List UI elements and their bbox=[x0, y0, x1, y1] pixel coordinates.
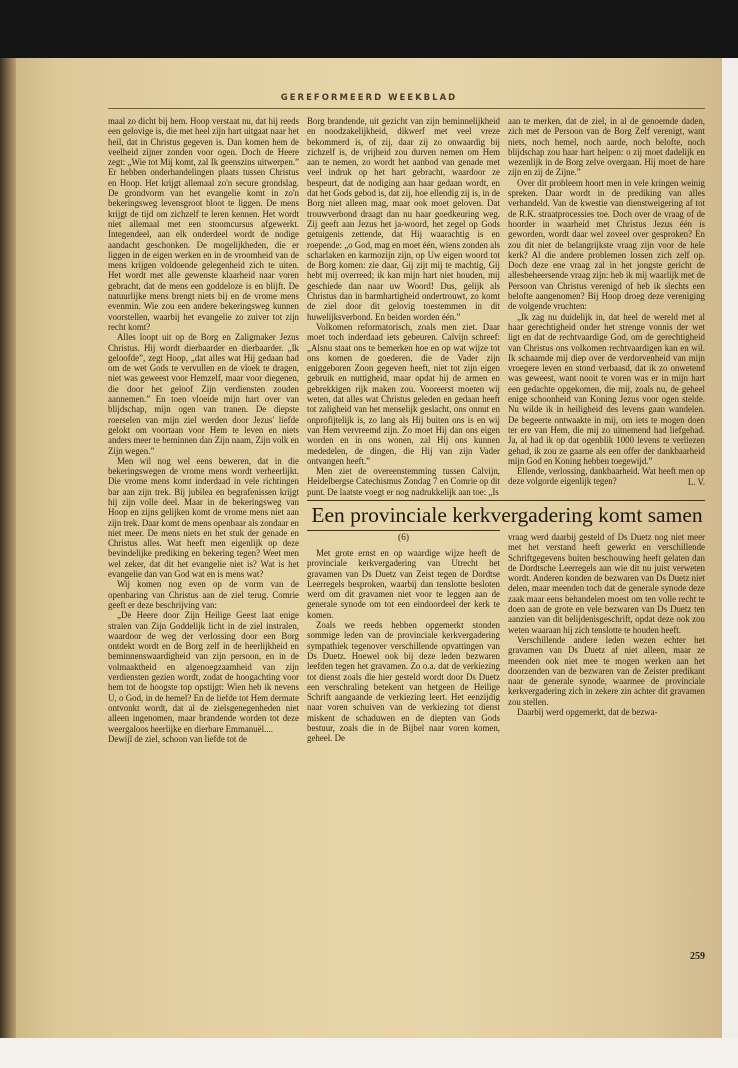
scan-left-edge bbox=[0, 58, 16, 1038]
headline-rule-bottom bbox=[307, 530, 500, 531]
paragraph: Ellende, verlossing, dankbaarheid. Wat heeft men op deze volgorde eigenlijk tegen? bbox=[508, 466, 705, 487]
paragraph: Wij komen nog even op de vorm van de openbaring van Christus aan de ziel terug. Comrie geeft er deze beschrijving van: bbox=[108, 579, 299, 610]
paragraph: vraag werd daarbij gesteld of Ds Duetz nog niet meer met het verstand heeft gewerkt en verschillende Schriftgegevens buiten beschouwing heeft gelaten dan de Dordtsche Leerregels aan wie dit nu juist verweten wordt. Anderen konden de bezwaren van Ds Duetz niet delen, maar meenden toch dat de generale synode deze zaak maar eens behandelen moest om ten volle recht te doen aan de grote en vele bezwaren van Ds Duetz ten aanzien van dit belijdenisgeschrift, opdat deze ook zou weten waaraan hij zich tenslotte te houden heeft. bbox=[508, 532, 705, 635]
paragraph: Alles loopt uit op de Borg en Zaligmaker Jezus Christus. Hij wordt dierbaarder en dierbaarder. „Ik geloofde”, zegt Hoop, „dat alles wat Hij gedaan had om de wet Gods te vervullen en de vloek te dragen, niet was geweest voor Hemzelf, maar voor diegenen, die door het geloof Zijn verdiensten zouden aannemen.” En toen vloeide mijn hart over van blijdschap, mijn ogen van tranen. De diepste roerselen van mijn ziel werden door Jezus' liefde gelokt om voortaan voor Hem te leven en niets anders meer te beminnen dan Zijn naam, Zijn volk en Zijn wegen.” bbox=[108, 332, 299, 456]
paragraph: Volkomen reformatorisch, zoals men ziet. Daar moet toch inderdaad iets gebeuren. Calvijn schreef: „Alsnu staat ons te bemerken hoe en op wat wijze tot ons komen de goederen, die de Vader zijn eniggeboren Zoon gegeven heeft, niet tot zijn eigen gebruik en nuttigheid, maar opdat hij de armen en gebrekkigen rijk maken zou. Vooreerst moeten wij weten, dat alles wat Christus geleden en gedaan heeft tot zaligheid van het menselijk geslacht, ons onnut en onprofijtelijk is, zo lang als Hij buiten ons is en wij van Hem vervreemd zijn. Zo moet Hij dan ons eigen worden en in ons wonen, zal Hij ons kunnen mededelen, de dingen, die Hij van zijn Vader ontvangen heeft.” bbox=[307, 321, 500, 466]
paragraph: Men ziet de overeenstemming tussen Calvijn, Heidelbergse Catechismus Zondag 7 en Comrie op dit punt. De laatste voegt er nog nadrukkelijk aan toe: „Is bbox=[307, 466, 500, 497]
scan-bottom-margin bbox=[0, 1038, 738, 1068]
header-rule bbox=[108, 108, 705, 109]
column-1 bbox=[108, 116, 299, 996]
paragraph: Over dit probleem hoort men in vele kringen weinig spreken. Daar wordt in de prediking van alles verhandeld. Van de kwestie van dienstweigering af tot de R.K. straatprocessies toe. Doch over de vraag of de hoorder in waarheid met Christus Jezus één is geworden, wordt daar wel zoveel over gesproken? En zou dit niet de belangrijkste vraag zijn voor de hele kerk? Al die andere problemen lossen zich zelf op. Doch deze ene vraag zal in het jongste gericht de allesbeheersende vraag zijn: heb ik mij waarlijk met de Persoon van Christus verenigd of heb ik slechts een belofte aangenomen? Bij Hoop droeg deze vereniging de volgende vruchten: bbox=[508, 177, 705, 312]
running-header: GEREFORMEERD WEEKBLAD bbox=[280, 93, 458, 103]
quote-paragraph: „Ik zag nu duidelijk in, dat heel de wereld met al haar gerechtigheid onder het strenge vonnis der wet ligt en dat de rechtvaardige God, om de gerechtigheid van Christus ons volkomen rechtvaardigen kan en wil. Ik schaamde mij diep over de verdorvenheid van mijn vroegere leven en stond verbaasd, dat ik zo onwetend was geweest, want nooit te voren was er in mijn hart een gedachte opgekomen, die mij, zoals nu, de geheel enige schoonheid van Koning Jezus voor ogen stelde. Nu wilde ik in heiligheid des levens gaan wandelen. De begeerte ontwaakte in mij, om iets te mogen doen ter ere van Hem, die mij zo uitnemend had liefgehad. Ja, al had ik op dat ogenblik 1000 levens te verliezen gehad, ik zou ze gaarne als een offer der dankbaarheid mijn God en Koning hebben toegewijd.” bbox=[508, 311, 705, 466]
paragraph: Men wil nog wel eens beweren, dat in die bekeringswegen de vrome mens wordt verheerlijkt. Die vrome mens komt inderdaad in vele richtingen bar aan zijn trek. Bij jubilea en begrafenissen krijgt hij zijn volle deel. Maar in de bekeringsweg van Hoop en zijns gelijken komt de vrome mens niet aan zijn trek. Daar komt de mens openbaar als zondaar en niet meer. De mens niets en het stuk der genade en Christus alles. Wat heeft men eigenlijk op deze bevindelijke prediking en bekering tegen? Weet men wel zeker, dat dit het evangelie niet is? Wat is het evangelie dan van God wat en is mens wat? bbox=[108, 455, 299, 580]
paragraph: Verschillende andere leden wezen echter het gravamen van Ds Duetz af niet alleen, maar ze meenden ook niet mee te mogen werken aan het doorzenden van de bezwaren van de Zeister predikant naar de generale synode, waarmee de provinciale kerkvergadering zich in zekere zin achter dit gravamen zou stellen. bbox=[508, 634, 705, 707]
author-signature: L. V. bbox=[687, 476, 705, 487]
article-column-2 bbox=[508, 532, 705, 952]
article-part-number: (6) bbox=[397, 533, 410, 543]
column-3 bbox=[508, 116, 705, 502]
scan-top-border bbox=[0, 0, 738, 58]
headline-rule-top bbox=[307, 500, 705, 501]
paragraph: Zoals we reeds hebben opgemerkt stonden sommige leden van de provinciale kerkvergadering sympathiek tegenover verschillende opvattingen van Ds Duetz. Hoewel ook bij deze leden bezwaren leefden tegen het gravamen. Zo o.a. dat de verkiezing tot dienst zoals die hier gesteld wordt door Ds Duetz een verschraling betekent van hetgeen de Heilige Schrift aangaande de verkiezing leert. Het eenzijdig naar voren schuiven van de verkiezing tot dienst miskent de schaduwen en de diepten van Gods bestuur, zoals die in de Bijbel naar voren komen, geheel. De bbox=[307, 620, 500, 744]
paragraph: aan te merken, dat de ziel, in al de genoemde daden, zich met de Persoon van de Borg Zelf verenigt, want niets, noch hemel, noch aarde, noch belofte, noch blijdschap zou haar hart helpen: o zij moet dadelijk en wezenlijk in de Borg zelve overgaan. Hij moet de hare zijn en zij de Zijne.” bbox=[508, 116, 705, 178]
paragraph: Dewijl de ziel, schoon van liefde tot de bbox=[108, 733, 247, 744]
paragraph: Borg brandende, uit gezicht van zijn beminnelijkheid en noodzakelijkheid, dikwerf met veel vreze bekommerd is, of zij, daar zij zo onwaardig bij zichzelf is, de vrijheid zou durven nemen om Hem aan te nemen, zo wordt het aanbod van genade met veel indruk op het hart gebracht, waardoor ze bespeurt, dat de nodiging aan haar gedaan wordt, en dat het Gods gebod is, dat zij, hoe ellendig zij is, in de Borg niet alleen mag, maar ook moet geloven. Dat trouwverbond draagt dan nu haar goedkeuring weg. Zij geeft aan Jezus het ja-woord, het zegel op Gods getuigenis zettende, dat Hij waarachtig is en roepende: „o God, mag en moet één, wiens zonden als scharlaken en karmozijn zijn, op Uw eigen woord tot de Borg komen: zie daar, Gij zijt mij te machtig, Gij hebt mij overreed; ik kan mijn hart niet houden, mij geschiede dan naar uw Woord! Dus, gelijk als Christus dan in barmhartigheid ondertrouwt, zo komt de ziel door dit gelovig toestemmen in dit huwelijksverbond. En beiden worden één.” bbox=[307, 116, 500, 322]
quote-paragraph: „De Heere door Zijn Heilige Geest laat enige stralen van Zijn Goddelijk licht in de ziel instralen, waardoor de weg der verlossing door een Borg ontdekt wordt en de Borg zelf in de heerlijkheid en beminnenswaardigheid van zijn persoon, en in de volmaaktheid en algenoegzaamheid van zijn verdiensten gezien wordt, zodat de hoogachting voor hem tot de hoogste top opstijgt: Wien heb ik nevens U, o God, in de hemel? En de liefde tot Hem dermate ontvonkt wordt, dat al de zielsgenegenheden niet alleen ingenomen, maar brandende worden tot deze weergaloos heerlijke en dierbare Emmanuël.... bbox=[108, 610, 299, 734]
magazine-page bbox=[16, 58, 722, 1038]
article-headline: Een provinciale kerkvergadering komt samen bbox=[311, 503, 703, 527]
paragraph: Met grote ernst en op waardige wijze heeft de provinciale kerkvergadering van Utrecht het gravamen van Ds Duetz van Zeist tegen de Dordtse Leerregels besproken, waarbij dan tenslotte besloten werd om dit gravamen niet voor te leggen aan de generale synode om tot een eindoordeel der kerk te komen. bbox=[307, 548, 500, 620]
paragraph: Daarbij werd opgemerkt, dat de bezwa- bbox=[517, 707, 658, 718]
paragraph: maal zo dicht bij hem. Hoop verstaat nu, dat hij reeds een gelovige is, die met heel zijn hart uitgaat naar het heil, dat in Christus gegeven is. Dan komen hem de veelheid zijner zonden voor ogen. Doch de Heere zegt: „Wie tot Mij komt, zal Ik geenszins uitwerpen.” Er hebben onderhandelingen plaats tussen Christus en Hoop. Het krijgt allemaal zo'n secure grondslag. De grondvorm van het evangelie komt in zo'n bekeringsweg levensgroot bloot te liggen. De mens krijgt de tijd om zichzelf te leren kennen. Het wordt niet allemaal met een stoomcursus afgewerkt. Integendeel, aan elk onderdeel wordt de nodige aandacht geschonken. De mogelijkheden, die er liggen in de eigen werken en in de vroomheid van de mens krijgen voldoende gelegenheid zich te uiten. Het wordt met alle gewenste klaarheid naar voren gebracht, dat de mens een goddeloze is en blijft. De natuurlijke mens brengt niets bij en de vrome mens evenmin. Wie zou een andere bekeringsweg kunnen voorstellen, waarbij het evangelie zo zuiver tot zijn recht komt? bbox=[108, 116, 299, 332]
article-column-1 bbox=[307, 548, 500, 998]
column-2 bbox=[307, 116, 500, 498]
page-number: 259 bbox=[690, 951, 705, 962]
